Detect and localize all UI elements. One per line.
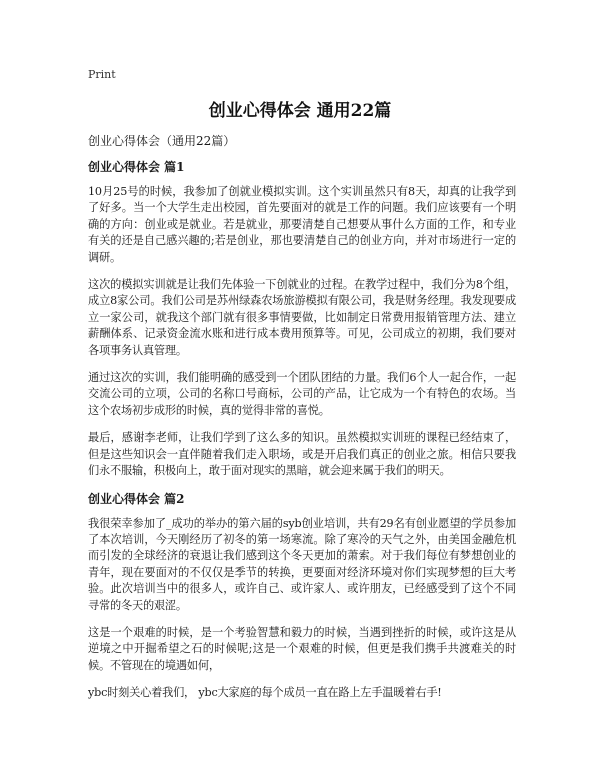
paragraph: 最后，感谢李老师，让我们学到了这么多的知识。虽然模拟实训班的课程已经结束了，但是这些知识会一直伴随着我们走入职场，或是开启我们真正的创业之旅。相信只要我们永不服输，积极向上，敢于面对现实的黑暗，就会迎来属于我们的明天。 <box>88 431 516 478</box>
section-heading: 创业心得体会 篇2 <box>88 491 185 506</box>
print-label: Print <box>88 68 116 81</box>
paragraph: 10月25号的时候，我参加了创就业模拟实训。这个实训虽然只有8天，却真的让我学到了好多。当一个大学生走出校园，首先要面对的就是工作的问题。我们应该要有一个明确的方向：创业或是就业。若是就业，那要清楚自己想要从事什么方面的工作，和专业有关的还是自己感兴趣的;若是创业，那也要清楚自己的创业方向，并对市场进行一定的调研。 <box>88 185 516 264</box>
section-heading: 创业心得体会 篇1 <box>88 160 185 174</box>
paragraph: 通过这次的实训，我们能明确的感受到一个团队团结的力量。我们6个人一起合作，一起交流公司的立项，公司的名称口号商标，公司的产品，让它成为一个有特色的农场。当这个农场初步成形的时候，真的觉得非常的喜悦。 <box>88 371 516 417</box>
section-1 <box>88 159 516 480</box>
paragraph: 我很荣幸参加了_成功的举办的第六届的syb创业培训，共有29名有创业愿望的学员参加了本次培训，今天刚经历了初冬的第一场寒流。除了寒冷的天气之外，由美国金融危机而引发的全球经济的衰退让我们感到这个冬天更加的萧索。对于我们每位有梦想创业的青年，现在要面对的不仅仅是季节的转换，更要面对经济环境对你们实现梦想的巨大考验。此次培训当中的很多人，或许自己、或许家人、或许朋友，已经感受到了这个不同寻常的冬天的艰涩。 <box>88 516 516 612</box>
paragraph: 这次的模拟实训就是让我们先体验一下创就业的过程。在教学过程中，我们分为8个组，成立8家公司。我们公司是苏州绿森农场旅游模拟有限公司，我是财务经理。我发现要成立一家公司，就我这个部门就有很多事情要做，比如制定日常费用报销管理方法、建立薪酬体系、记录资金流水账和进行成本费用预算等。可见，公司成立的初期，我们要对各项事务认真管理。 <box>88 278 516 357</box>
document-body <box>88 133 516 713</box>
document-subtitle: 创业心得体会（通用22篇） <box>88 134 236 148</box>
paragraph: ybc时刻关心着我们， ybc大家庭的每个成员一直在路上左手温暖着右手! <box>88 686 442 700</box>
section-2 <box>88 491 516 702</box>
page-title: 创业心得体会 通用22篇 <box>208 101 392 121</box>
paragraph: 这是一个艰难的时候，是一个考验智慧和毅力的时候，当遇到挫折的时候，或许这是从逆境之中开掘希望之石的时候呢;这是一个艰难的时候，但更是我们携手共渡难关的时候。不管现在的境遇如何， <box>88 625 516 672</box>
